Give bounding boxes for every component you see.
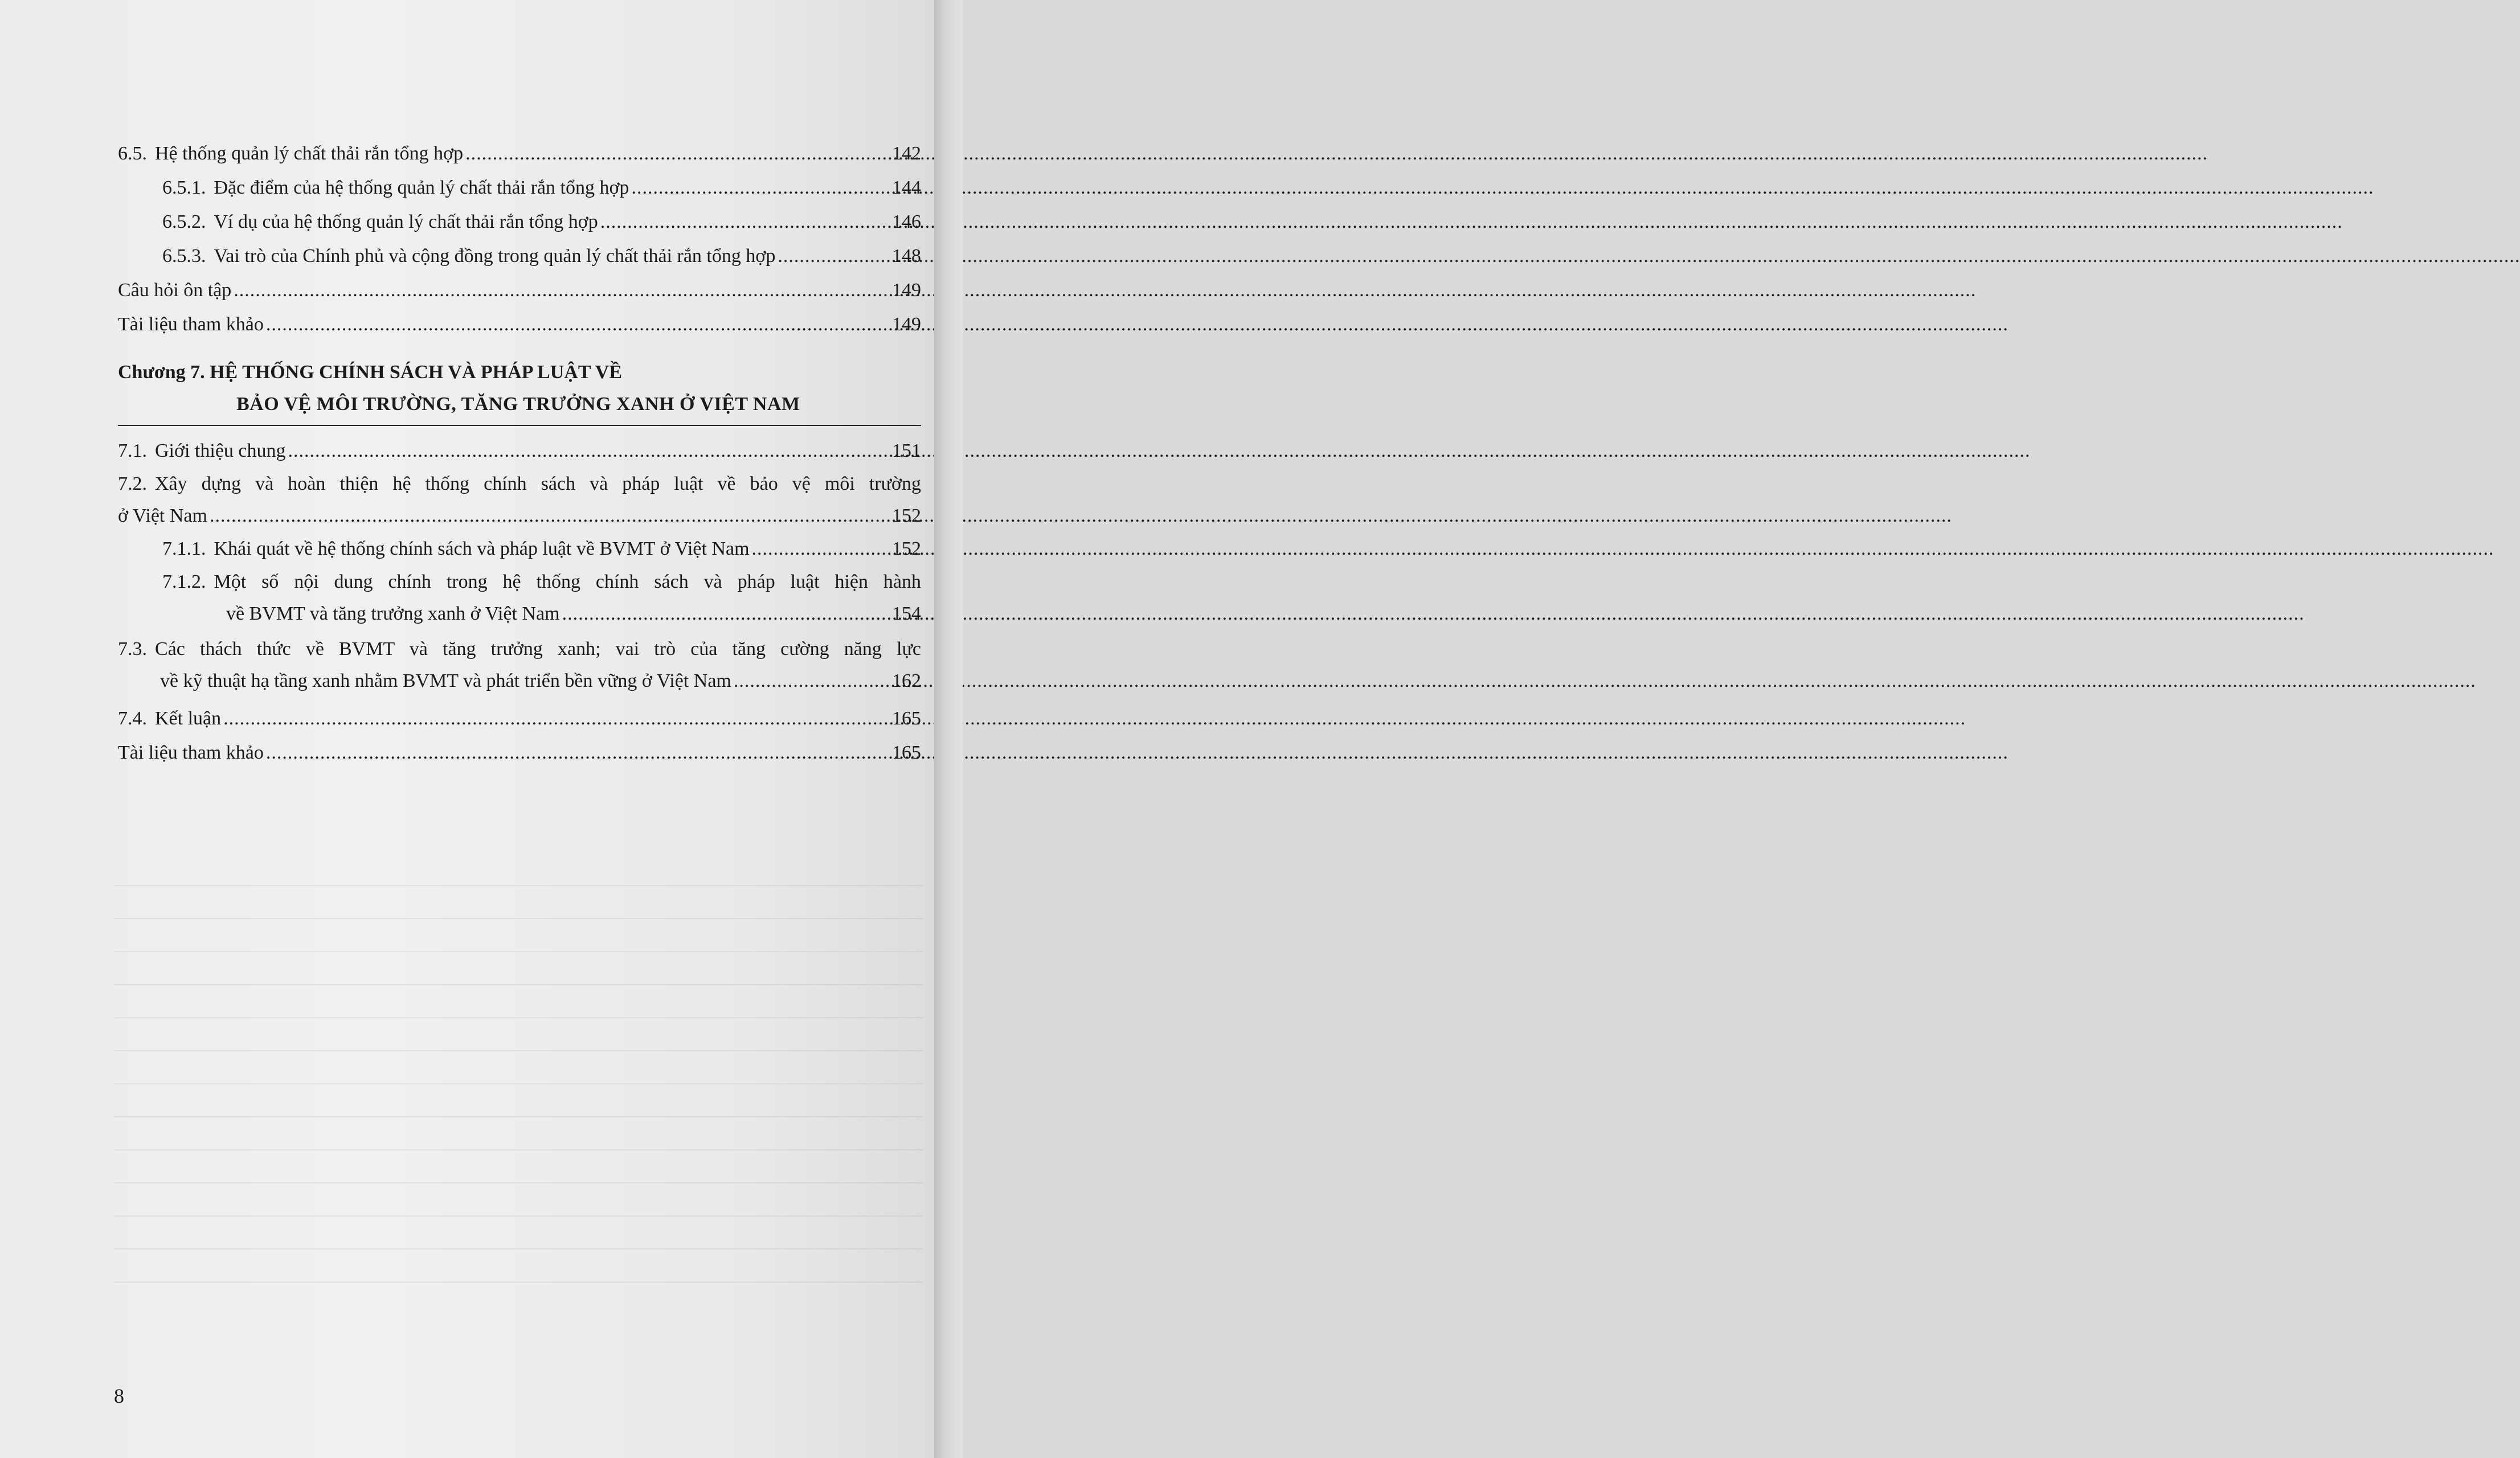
toc-page: 146 <box>892 211 921 232</box>
dot-leader <box>562 598 890 630</box>
toc-entry-7-1-2[interactable] <box>118 566 921 630</box>
toc-entry-7-3[interactable] <box>118 633 921 697</box>
dot-leader <box>288 434 890 468</box>
toc-page: 148 <box>892 245 921 267</box>
dot-leader <box>266 308 890 342</box>
dot-leader <box>234 273 890 308</box>
toc-title: Đặc điểm của hệ thống quản lý chất thải rắn tổng hợp <box>214 177 629 198</box>
chapter-title-line-1: Chương 7. HỆ THỐNG CHÍNH SÁCH VÀ PHÁP LUẬT VỀ <box>118 362 622 383</box>
dot-leader <box>266 736 890 770</box>
toc-number: 7.1.2. <box>162 571 206 592</box>
toc-entry-7-4[interactable] <box>118 702 921 736</box>
toc-title: Ví dụ của hệ thống quản lý chất thải rắn tổng hợp <box>214 211 598 232</box>
dot-leader <box>223 702 890 736</box>
toc-title-line-2: về BVMT và tăng trưởng xanh ở Việt Nam <box>226 603 560 624</box>
toc-title-line-1: Một số nội dung chính trong hệ thống chính sách và pháp luật hiện hành <box>214 571 921 592</box>
toc-number: 7.3. <box>118 638 147 660</box>
toc-entry-references[interactable] <box>118 308 921 342</box>
toc-page: 142 <box>892 143 921 164</box>
toc-title-line-1: Các thách thức về BVMT và tăng trưởng xanh; vai trò của tăng cường năng lực <box>155 638 921 660</box>
toc-entry-6-5-1[interactable] <box>118 171 921 205</box>
toc-page: 149 <box>892 280 921 301</box>
toc-page: 152 <box>892 538 921 559</box>
toc-page: 165 <box>892 742 921 763</box>
toc-page: 162 <box>892 670 921 691</box>
page-number: 8 <box>114 1385 124 1407</box>
toc-title: Câu hỏi ôn tập <box>118 280 232 301</box>
chapter-divider <box>118 425 921 426</box>
toc-entry-7-1-1[interactable] <box>118 532 921 566</box>
dot-leader <box>752 532 890 566</box>
chapter-title-line-2: BẢO VỆ MÔI TRƯỜNG, TĂNG TRƯỞNG XANH Ở VIỆT NAM <box>236 394 800 415</box>
toc-number: 6.5. <box>118 143 147 164</box>
chapter-heading <box>118 357 921 420</box>
toc-title-line-2: về kỹ thuật hạ tầng xanh nhằm BVMT và phát triển bền vững ở Việt Nam <box>160 670 731 691</box>
toc-entry-references-ch7[interactable] <box>118 736 921 770</box>
toc-title: Khái quát về hệ thống chính sách và pháp luật về BVMT ở Việt Nam <box>214 538 750 559</box>
toc-number: 7.2. <box>118 473 147 494</box>
dot-leader <box>210 500 890 532</box>
book-page-edge <box>934 0 963 1458</box>
toc-title: Hệ thống quản lý chất thải rắn tổng hợp <box>155 143 464 164</box>
toc-page: 149 <box>892 314 921 335</box>
toc-entry-6-5-2[interactable] <box>118 205 921 239</box>
dot-leader <box>778 239 890 273</box>
dot-leader <box>465 137 890 171</box>
toc-title: Vai trò của Chính phủ và cộng đồng trong quản lý chất thải rắn tổng hợp <box>214 245 776 267</box>
toc-entry-review-questions[interactable] <box>118 273 921 308</box>
toc-number: 7.1.1. <box>162 538 206 559</box>
toc-number: 6.5.3. <box>162 245 206 267</box>
toc-entry-6-5[interactable] <box>118 137 921 171</box>
toc-number: 6.5.1. <box>162 177 206 198</box>
toc-page: 144 <box>892 177 921 198</box>
toc-title: Kết luận <box>155 708 222 729</box>
toc-title: Giới thiệu chung <box>155 440 286 461</box>
toc-number: 7.4. <box>118 708 147 729</box>
dot-leader <box>600 205 890 239</box>
toc-number: 7.1. <box>118 440 147 461</box>
toc-number: 6.5.2. <box>162 211 206 232</box>
show-through-text <box>114 866 923 1310</box>
toc-entry-6-5-3[interactable] <box>118 239 921 273</box>
toc-title-line-1: Xây dựng và hoàn thiện hệ thống chính sách và pháp luật về bảo vệ môi trường <box>155 473 921 494</box>
toc-entry-7-1[interactable] <box>118 434 921 468</box>
toc-entry-7-2[interactable] <box>118 468 921 532</box>
toc-title: Tài liệu tham khảo <box>118 742 264 763</box>
dot-leader <box>734 665 890 697</box>
toc-title: Tài liệu tham khảo <box>118 314 264 335</box>
book-page <box>0 0 934 1458</box>
table-of-contents <box>118 137 921 770</box>
toc-page: 151 <box>892 440 921 461</box>
toc-page: 154 <box>892 603 921 624</box>
toc-title-line-2: ở Việt Nam <box>118 505 207 526</box>
toc-page: 165 <box>892 708 921 729</box>
dot-leader <box>631 171 890 205</box>
toc-page: 152 <box>892 505 921 526</box>
